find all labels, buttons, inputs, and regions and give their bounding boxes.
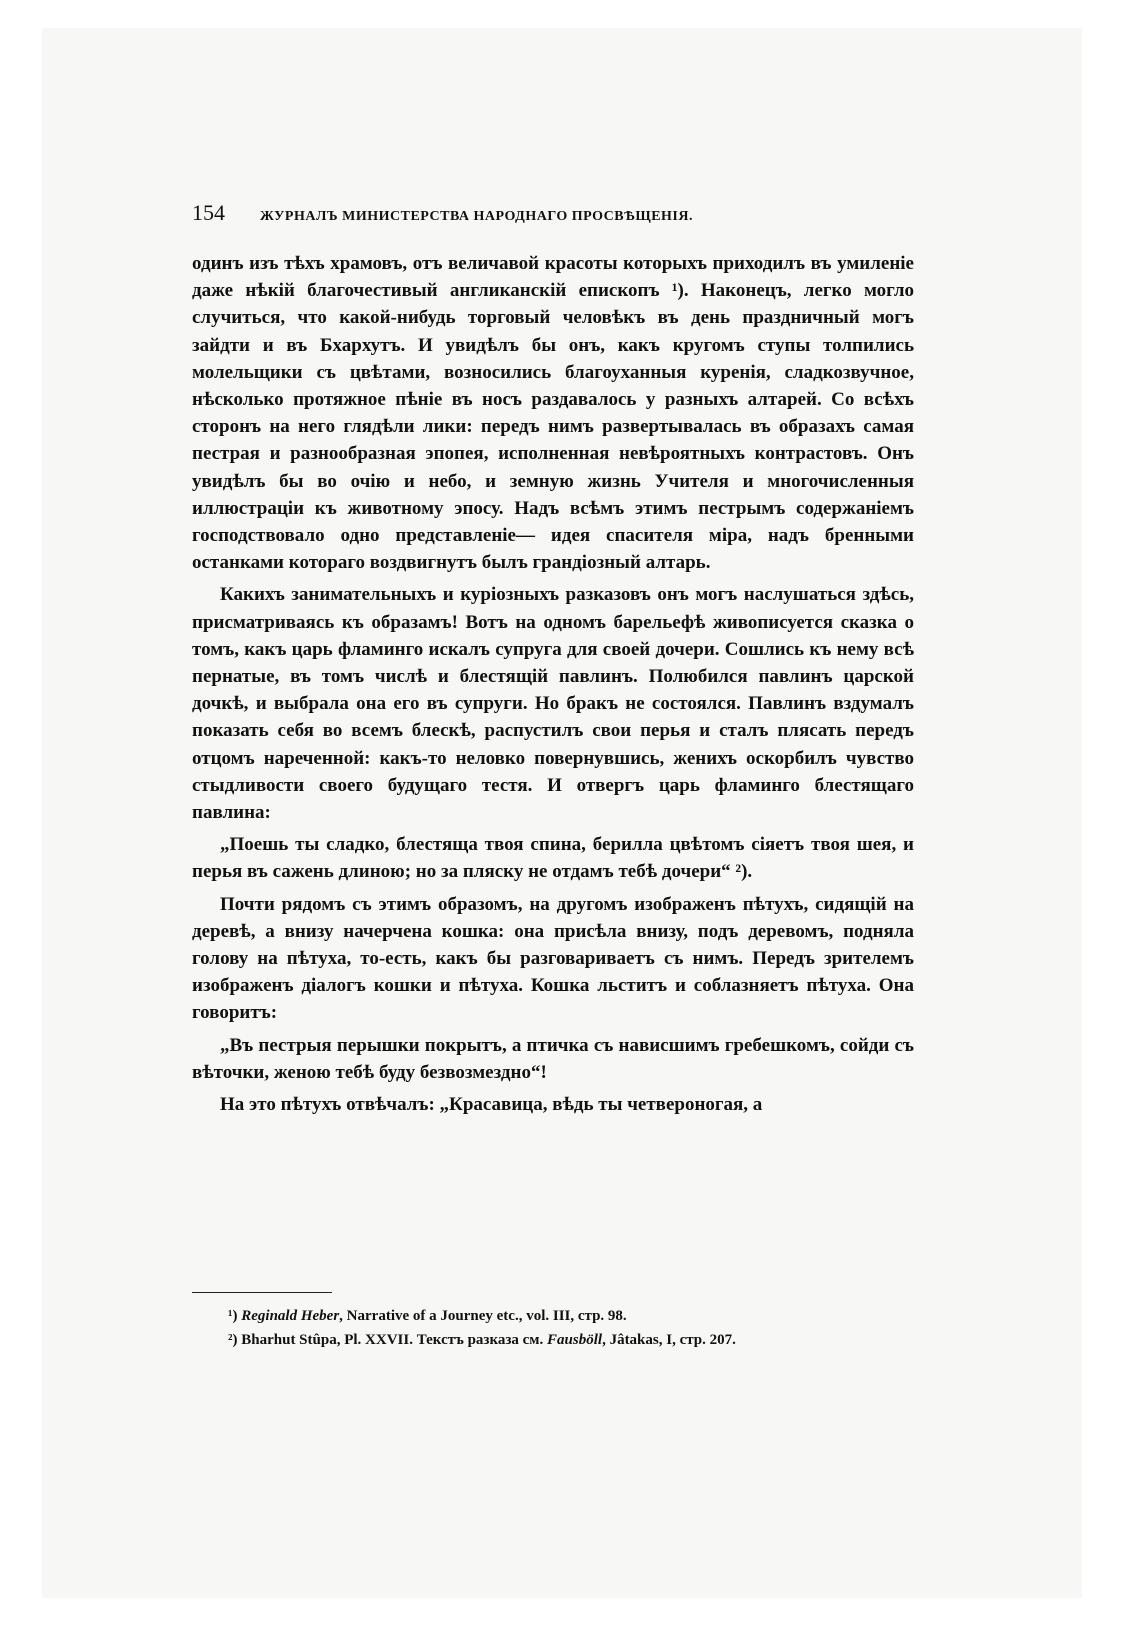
paragraph-2: Какихъ занимательныхъ и куріозныхъ разказовъ онъ могъ наслушаться здѣсь, присматриваясь къ образамъ! Вотъ на одномъ барельефѣ живописуется сказка о томъ, какъ царь фламинго искалъ супруга для своей дочери. Сошлись къ нему всѣ пернатые, въ томъ числѣ и блестящій павлинъ. Полюбился павлинъ царской дочкѣ, и выбрала она его въ супруги. Но бракъ не состоялся. Павлинъ вздумалъ показать себя во всемъ блескѣ, распустилъ свои перья и сталъ плясать передъ отцомъ нареченной: какъ-то неловко повернувшись, женихъ оскорбилъ чувство стыдливости своего будущаго тестя. И отвергъ царь фламинго блестящаго павлина: xyxy=(192,584,914,824)
quote-flamingo: „Поешь ты сладко, блестяща твоя спина, берилла цвѣтомъ сіяетъ твоя шея, и перья въ сажень длиною; но за пляску не отдамъ тебѣ дочери“ ²). xyxy=(192,834,914,883)
quote-cat: „Въ пестрыя перышки покрытъ, а птичка съ нависшимъ гребешкомъ, сойди съ вѣточки, женою тебѣ буду безвозмездно“! xyxy=(192,1034,914,1083)
footnote-author: Fausböll xyxy=(547,1332,603,1348)
footnote-divider xyxy=(192,1292,332,1293)
footnotes xyxy=(228,1304,928,1352)
footnote-author: Reginald Heber xyxy=(241,1308,340,1324)
footnote-mark: ¹) xyxy=(228,1308,238,1324)
page-number: 154 xyxy=(192,200,225,225)
footnote-text: , Jâtakas, I, стр. 207. xyxy=(602,1332,736,1348)
footnote-2 xyxy=(228,1328,928,1352)
paragraph-1: одинъ изъ тѣхъ храмовъ, отъ величавой красоты которыхъ приходилъ въ умиленіе даже нѣкій благочестивый англиканскій епископъ ¹). Наконецъ, легко могло случиться, что какой-нибудь торговый человѣкъ въ день праздничный могъ зайдти и въ Бхархутъ. И увидѣлъ бы онъ, какъ кругомъ ступы толпились молельщики съ цвѣтами, возносились благоуханныя куренія, сладкозвучное, нѣсколько протяжное пѣніе въ носъ раздавалось у разныхъ алтарей. Со всѣхъ сторонъ на него глядѣли лики: передъ нимъ развертывалась въ образахъ самая пестрая и разнообразная эпопея, исполненная невѣроятныхъ контрастовъ. Онъ увидѣлъ бы во очію и небо, и земную жизнь Учителя и многочисленныя иллюстраціи къ животному эпосу. Надъ всѣмъ этимъ пестрымъ содержаніемъ господствовало одно представленіе— идея спасителя міра, надъ бренными останками котораго воздвигнутъ былъ грандіозный алтарь. xyxy=(192,253,914,574)
main-text xyxy=(192,250,914,1123)
footnote-1 xyxy=(228,1304,928,1328)
footnote-mark: ²) xyxy=(228,1332,238,1348)
page-header xyxy=(192,200,912,228)
paragraph-3: Почти рядомъ съ этимъ образомъ, на другомъ изображенъ пѣтухъ, сидящій на деревѣ, а внизу начерчена кошка: она присѣла внизу, подъ деревомъ, подняла голову на пѣтуха, то-есть, какъ бы разговариваетъ съ нимъ. Передъ зрителемъ изображенъ діалогъ кошки и пѣтуха. Кошка льститъ и соблазняетъ пѣтуха. Она говоритъ: xyxy=(192,893,914,1024)
footnote-text: , Narrative of a Journey etc., vol. III, стр. 98. xyxy=(339,1308,627,1324)
paragraph-4: На это пѣтухъ отвѣчалъ: „Красавица, вѣдь ты четвероногая, а xyxy=(220,1094,763,1116)
running-title: ЖУРНАЛЪ МИНИСТЕРСТВА НАРОДНАГО ПРОСВѢЩЕНІЯ. xyxy=(260,209,693,224)
footnote-prefix: Bharhut Stûpa, Pl. XXVII. Текстъ разказа см. xyxy=(241,1332,548,1348)
